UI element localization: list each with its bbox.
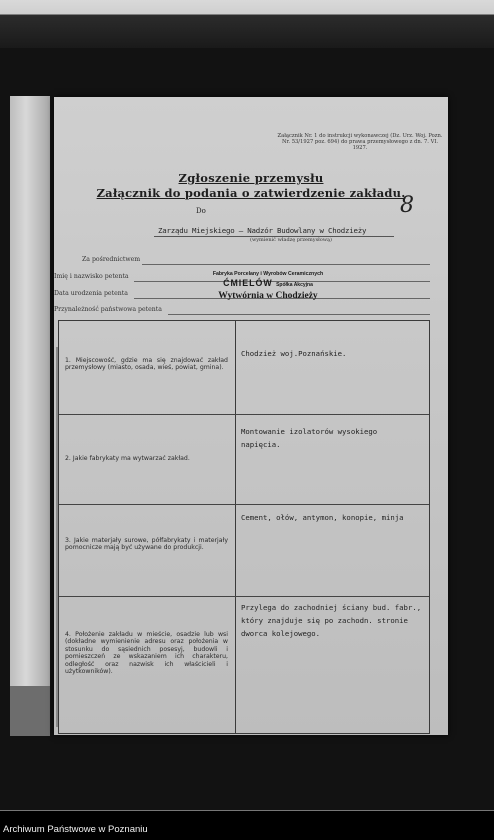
field-intermediary-line xyxy=(142,264,430,265)
table-row xyxy=(59,505,429,597)
field-citizenship-label: Przynależność państwowa petenta xyxy=(54,306,162,313)
table-row xyxy=(59,415,429,505)
previous-page-edge xyxy=(10,96,50,736)
archive-credit: Archiwum Państwowe w Poznaniu xyxy=(3,824,148,835)
table-row xyxy=(59,321,429,415)
field-citizenship-line xyxy=(168,314,430,315)
page-edge-shadow xyxy=(10,686,50,736)
stamp-line-3: Wytwórnia w Chodzieży xyxy=(218,291,318,301)
question-3-label: 3. Jakie materjały surowe, półfabrykaty i materjały pomocnicze mają być używane do produkcji. xyxy=(65,537,228,552)
questions-table xyxy=(58,320,430,734)
bottom-bar-divider xyxy=(0,810,494,811)
question-3-answer: Cement, ołów, antymon, konopie, minja xyxy=(241,513,404,522)
addressee-hint: (wymienić władzę przemysłową) xyxy=(250,237,332,243)
header-note: Załącznik Nr. 1 do instrukcji wykonawczej (Dz. Urz. Woj. Pozn. Nr. 53/1927 poz. 694) do prawa przemysłowego z dn. 7. VI. 1927. xyxy=(277,133,443,151)
question-2-answer: Montowanie izolatorów wysokiego napięcia. xyxy=(241,427,378,449)
viewer-top-bar xyxy=(0,0,494,48)
question-1-label: 1. Miejscowość, gdzie ma się znajdować zakład przemysłowy (miasto, osada, wieś, powiat, gmina). xyxy=(65,357,228,372)
scanned-document-page xyxy=(54,97,448,735)
document-subtitle: Załącznik do podania o zatwierdzenie zakładu. xyxy=(96,186,406,200)
question-4-label: 4. Położenie zakładu w mieście, osadzie lub wsi (dokładne wymienienie adresu oraz położenia w stosunku do sąsiednich posesyj, budowli i pomieszczeń ze wskazaniem ich charakteru, odległość oraz nazwisk ich właścicieli i użytkowników). xyxy=(65,631,228,676)
table-row xyxy=(59,597,429,735)
field-birthdate-label: Data urodzenia petenta xyxy=(54,290,128,297)
question-1-answer: Chodzież woj.Poznańskie. xyxy=(241,349,347,358)
question-2-label: 2. Jakie fabrykaty ma wytwarzać zakład. xyxy=(65,455,190,462)
stamp-company-name: ĆMIELÓW xyxy=(223,278,273,288)
field-intermediary-label: Za pośrednictwem xyxy=(82,256,141,263)
stamp-line-2 xyxy=(198,278,338,290)
handwritten-number: 8 xyxy=(400,193,414,218)
stamp-line-1: Fabryka Porcelany i Wyrobów Ceramicznych xyxy=(212,271,324,277)
document-title: Zgłoszenie przemysłu xyxy=(178,171,324,185)
company-stamp xyxy=(198,271,338,302)
question-4-answer: Przylega do zachodniej ściany bud. fabr., który znajduje się po zachodn. stronie dworca kolejowego. xyxy=(241,603,422,638)
to-label: Do xyxy=(196,207,206,215)
stamp-company-suffix: Spółka Akcyjna xyxy=(276,282,313,288)
addressee-value: Zarządu Miejskiego – Nadzór Budowlany w Chodzieży xyxy=(158,226,367,235)
field-name-label: Imię i nazwisko petenta xyxy=(54,273,129,280)
